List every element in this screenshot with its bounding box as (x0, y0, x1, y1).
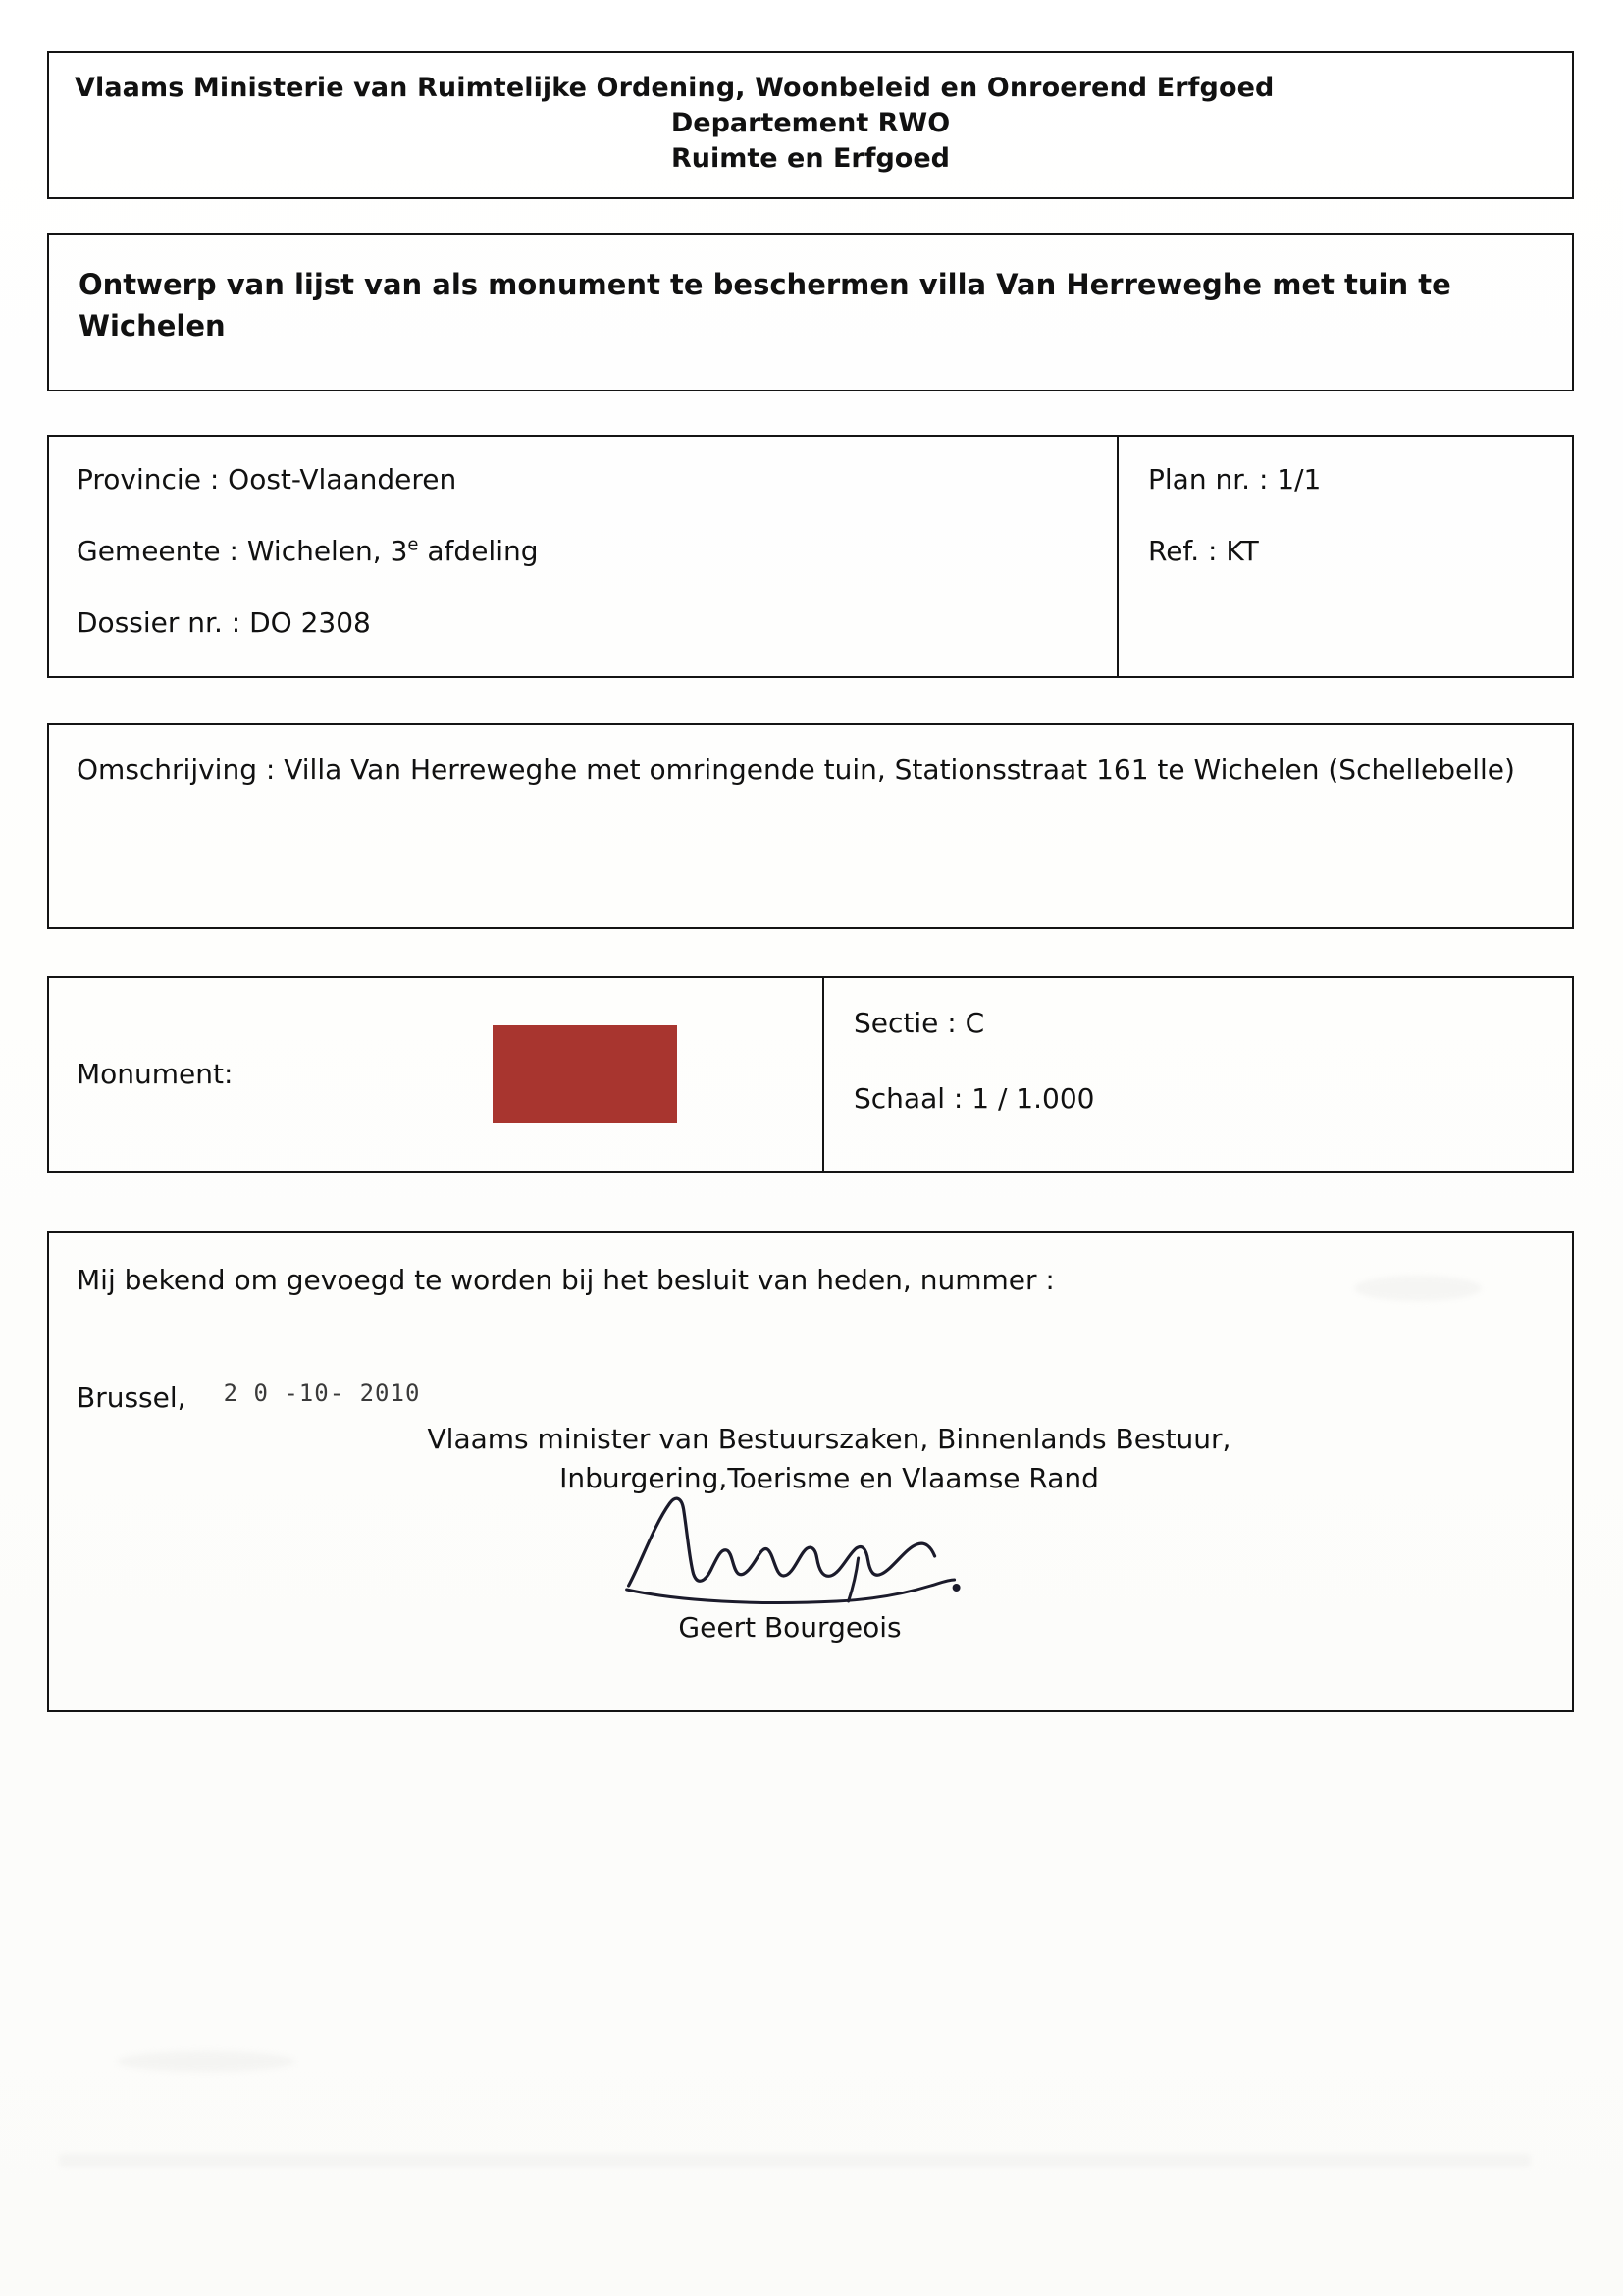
section-row: Sectie : C (854, 1006, 985, 1039)
administrative-info-box (47, 435, 1574, 678)
legend-map-details (824, 978, 1572, 1171)
scan-artifact (59, 2154, 1531, 2167)
division-name: Ruimte en Erfgoed (671, 143, 950, 175)
document-content (47, 51, 1574, 1742)
scan-artifact (118, 2051, 294, 2072)
scale-row: Schaal : 1 / 1.000 (854, 1081, 1095, 1115)
municipality-suffix: afdeling (418, 534, 539, 567)
signer-name: Geert Bourgeois (678, 1611, 902, 1644)
municipality-row (77, 532, 1117, 570)
minister-title-line-2: Inburgering,Toerisme en Vlaamse Rand (559, 1461, 1099, 1494)
date-stamp: 2 0 -10- 2010 (223, 1379, 421, 1407)
monument-color-swatch (493, 1025, 677, 1123)
legend-monument-label: Monument: (77, 1058, 234, 1091)
minister-title-line-1: Vlaams minister van Bestuurszaken, Binnenlands Bestuur, (427, 1422, 1231, 1455)
certification-text: Mij bekend om gevoegd te worden bij het besluit van heden, nummer : (77, 1263, 1055, 1296)
dossier-row: Dossier nr. : DO 2308 (77, 605, 371, 639)
document-title-box (47, 233, 1574, 391)
description-text: Omschrijving : Villa Van Herreweghe met omringende tuin, Stationsstraat 161 te Wichelen (Schellebelle) (77, 753, 1515, 786)
signature-box (47, 1231, 1574, 1712)
municipality-ordinal: e (407, 534, 419, 555)
administrative-info-left (49, 437, 1119, 676)
province-row: Provincie : Oost-Vlaanderen (77, 462, 457, 496)
plan-number-row: Plan nr. : 1/1 (1148, 462, 1322, 496)
legend-monument-cell (49, 978, 824, 1171)
place-label: Brussel, (77, 1381, 186, 1414)
place-date-row (77, 1379, 1543, 1414)
page-title: Ontwerp van lijst van als monument te beschermen villa Van Herreweghe met tuin te Wichelen (79, 267, 1451, 342)
ministry-header-box (47, 51, 1574, 199)
handwritten-signature (77, 1501, 1543, 1609)
municipality-prefix: Gemeente : Wichelen, 3 (77, 534, 408, 567)
reference-row: Ref. : KT (1148, 534, 1259, 567)
legend-box (47, 976, 1574, 1173)
ministry-name: Vlaams Ministerie van Ruimtelijke Ordening, Woonbeleid en Onroerend Erfgoed (75, 73, 1275, 103)
description-box (47, 723, 1574, 929)
administrative-info-right (1119, 437, 1572, 676)
department-name: Departement RWO (670, 108, 951, 139)
